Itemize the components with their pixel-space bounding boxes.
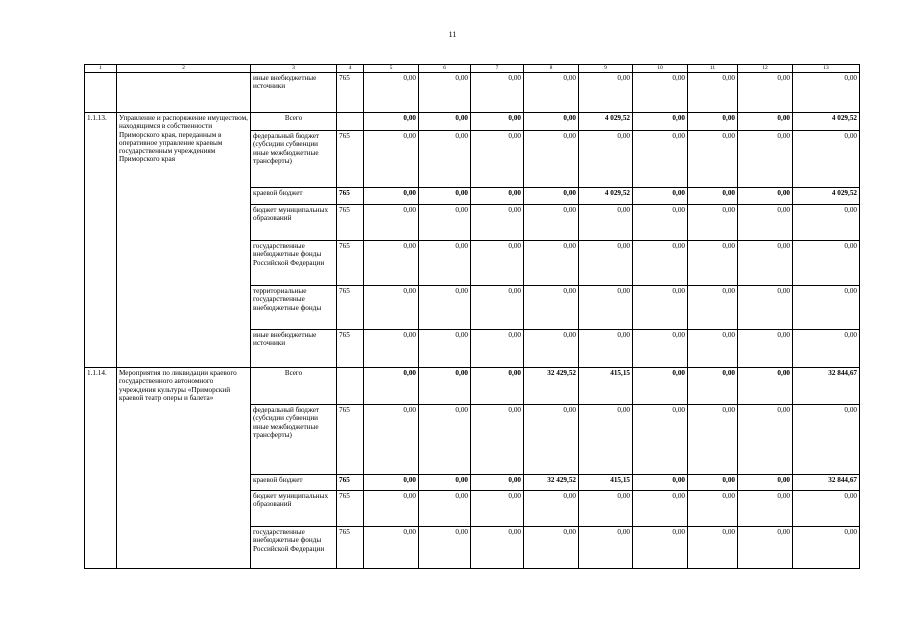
amount-cell: 0,00 <box>633 405 688 475</box>
item-name-cell: Управление и распоряжение имуществом, находящимся в собственности Приморского края, переданным в оперативное управление краевым государственным учреждениям Приморского края <box>117 113 251 368</box>
table-row <box>85 368 860 405</box>
ministry-code-cell <box>337 113 364 131</box>
amount-cell: 0,00 <box>524 113 579 131</box>
amount-cell: 0,00 <box>419 205 471 241</box>
amount-cell: 0,00 <box>579 73 633 113</box>
amount-cell: 0,00 <box>419 475 471 491</box>
amount-cell: 0,00 <box>471 368 524 405</box>
column-number-cell: 1 <box>85 65 117 73</box>
amount-cell: 0,00 <box>364 131 419 188</box>
ministry-code-cell: 765 <box>337 475 364 491</box>
amount-cell: 32 844,67 <box>793 475 860 491</box>
amount-cell: 0,00 <box>688 73 738 113</box>
amount-cell: 0,00 <box>793 73 860 113</box>
amount-cell: 0,00 <box>364 527 419 569</box>
amount-cell: 0,00 <box>419 527 471 569</box>
amount-cell: 0,00 <box>419 405 471 475</box>
amount-cell: 0,00 <box>471 241 524 286</box>
amount-cell: 0,00 <box>633 73 688 113</box>
amount-cell: 0,00 <box>793 241 860 286</box>
amount-cell: 0,00 <box>688 241 738 286</box>
ministry-code-cell: 765 <box>337 188 364 205</box>
amount-cell: 0,00 <box>793 405 860 475</box>
amount-cell: 0,00 <box>579 491 633 527</box>
funding-source-cell: территориальные государственные внебюджетные фонды <box>251 286 337 330</box>
amount-cell: 0,00 <box>738 368 793 405</box>
funding-source-cell: Всего <box>251 368 337 405</box>
amount-cell: 32 844,67 <box>793 368 860 405</box>
ministry-code-cell: 765 <box>337 241 364 286</box>
amount-cell: 0,00 <box>471 113 524 131</box>
amount-cell: 0,00 <box>419 241 471 286</box>
page-number: 11 <box>448 30 457 39</box>
amount-cell: 0,00 <box>633 113 688 131</box>
column-number-cell: 12 <box>738 65 793 73</box>
amount-cell: 0,00 <box>419 491 471 527</box>
amount-cell: 0,00 <box>579 131 633 188</box>
funding-source-cell: государственные внебюджетные фонды Российской Федерации <box>251 241 337 286</box>
amount-cell: 4 029,52 <box>579 113 633 131</box>
amount-cell: 0,00 <box>738 491 793 527</box>
funding-source-cell: бюджет муниципальных образований <box>251 491 337 527</box>
column-number-cell: 9 <box>579 65 633 73</box>
amount-cell: 0,00 <box>524 405 579 475</box>
amount-cell: 0,00 <box>419 188 471 205</box>
column-number-cell: 3 <box>251 65 337 73</box>
amount-cell: 0,00 <box>633 286 688 330</box>
amount-cell: 0,00 <box>688 286 738 330</box>
amount-cell: 32 429,52 <box>524 368 579 405</box>
ministry-code-cell: 765 <box>337 286 364 330</box>
amount-cell: 4 029,52 <box>793 113 860 131</box>
amount-cell: 0,00 <box>793 491 860 527</box>
amount-cell: 0,00 <box>688 113 738 131</box>
item-name-cell <box>117 73 251 113</box>
item-code-cell <box>85 73 117 113</box>
amount-cell: 0,00 <box>364 188 419 205</box>
amount-cell: 0,00 <box>793 286 860 330</box>
amount-cell: 0,00 <box>419 113 471 131</box>
amount-cell: 0,00 <box>524 131 579 188</box>
amount-cell: 0,00 <box>688 188 738 205</box>
amount-cell: 0,00 <box>738 113 793 131</box>
amount-cell: 0,00 <box>419 286 471 330</box>
amount-cell: 0,00 <box>524 527 579 569</box>
amount-cell: 0,00 <box>524 241 579 286</box>
amount-cell: 0,00 <box>579 241 633 286</box>
header-number-row <box>85 65 860 73</box>
column-number-cell: 13 <box>793 65 860 73</box>
amount-cell: 0,00 <box>688 405 738 475</box>
amount-cell: 0,00 <box>579 205 633 241</box>
budget-table <box>84 64 860 569</box>
funding-source-cell: краевой бюджет <box>251 188 337 205</box>
amount-cell: 0,00 <box>471 405 524 475</box>
column-number-cell: 6 <box>419 65 471 73</box>
amount-cell: 0,00 <box>364 73 419 113</box>
table-row <box>85 73 860 113</box>
amount-cell: 0,00 <box>793 205 860 241</box>
funding-source-cell: иные внебюджетные источники <box>251 330 337 368</box>
table-row <box>85 113 860 131</box>
amount-cell: 0,00 <box>364 205 419 241</box>
item-code-cell: 1.1.13. <box>85 113 117 368</box>
ministry-code-cell: 765 <box>337 73 364 113</box>
ministry-code-cell: 765 <box>337 405 364 475</box>
amount-cell: 4 029,52 <box>579 188 633 205</box>
ministry-code-cell: 765 <box>337 131 364 188</box>
ministry-code-cell: 765 <box>337 491 364 527</box>
amount-cell: 0,00 <box>738 73 793 113</box>
amount-cell: 0,00 <box>793 131 860 188</box>
column-number-cell: 8 <box>524 65 579 73</box>
funding-source-cell: краевой бюджет <box>251 475 337 491</box>
amount-cell: 0,00 <box>471 527 524 569</box>
amount-cell: 415,15 <box>579 475 633 491</box>
amount-cell: 0,00 <box>579 527 633 569</box>
column-number-cell: 11 <box>688 65 738 73</box>
amount-cell: 0,00 <box>471 491 524 527</box>
amount-cell: 0,00 <box>738 188 793 205</box>
amount-cell: 0,00 <box>738 475 793 491</box>
funding-source-cell: федеральный бюджет (субсидии субвенции иные межбюджетные трансферты) <box>251 131 337 188</box>
amount-cell: 0,00 <box>471 330 524 368</box>
amount-cell: 0,00 <box>688 330 738 368</box>
amount-cell: 0,00 <box>688 368 738 405</box>
amount-cell: 0,00 <box>524 205 579 241</box>
column-number-cell: 4 <box>337 65 364 73</box>
amount-cell: 0,00 <box>471 188 524 205</box>
amount-cell: 0,00 <box>524 330 579 368</box>
item-name-cell: Мероприятия по ликвидации краевого государственного автономного учреждения культуры «Приморский краевой театр оперы и балета» <box>117 368 251 569</box>
amount-cell: 0,00 <box>688 131 738 188</box>
column-number-cell: 10 <box>633 65 688 73</box>
amount-cell: 0,00 <box>633 475 688 491</box>
amount-cell: 0,00 <box>633 131 688 188</box>
amount-cell: 0,00 <box>793 527 860 569</box>
amount-cell: 0,00 <box>471 286 524 330</box>
amount-cell: 0,00 <box>524 491 579 527</box>
amount-cell: 0,00 <box>793 330 860 368</box>
amount-cell: 0,00 <box>738 527 793 569</box>
amount-cell: 0,00 <box>579 286 633 330</box>
amount-cell: 0,00 <box>633 205 688 241</box>
amount-cell: 0,00 <box>738 131 793 188</box>
funding-source-cell: бюджет муниципальных образований <box>251 205 337 241</box>
amount-cell: 0,00 <box>633 491 688 527</box>
amount-cell: 415,15 <box>579 368 633 405</box>
amount-cell: 0,00 <box>364 475 419 491</box>
amount-cell: 0,00 <box>419 131 471 188</box>
amount-cell: 0,00 <box>738 286 793 330</box>
amount-cell: 0,00 <box>471 475 524 491</box>
amount-cell: 0,00 <box>524 188 579 205</box>
amount-cell: 0,00 <box>364 405 419 475</box>
column-number-cell: 7 <box>471 65 524 73</box>
amount-cell: 0,00 <box>738 405 793 475</box>
amount-cell: 0,00 <box>688 205 738 241</box>
amount-cell: 0,00 <box>524 286 579 330</box>
column-number-cell: 5 <box>364 65 419 73</box>
amount-cell: 0,00 <box>633 330 688 368</box>
amount-cell: 0,00 <box>364 330 419 368</box>
amount-cell: 0,00 <box>688 491 738 527</box>
amount-cell: 0,00 <box>738 330 793 368</box>
amount-cell: 0,00 <box>633 241 688 286</box>
item-code-cell: 1.1.14. <box>85 368 117 569</box>
amount-cell: 4 029,52 <box>793 188 860 205</box>
amount-cell: 0,00 <box>419 73 471 113</box>
amount-cell: 0,00 <box>688 527 738 569</box>
amount-cell: 32 429,52 <box>524 475 579 491</box>
amount-cell: 0,00 <box>364 491 419 527</box>
funding-source-cell: федеральный бюджет (субсидии субвенции иные межбюджетные трансферты) <box>251 405 337 475</box>
amount-cell: 0,00 <box>688 475 738 491</box>
amount-cell: 0,00 <box>579 405 633 475</box>
amount-cell: 0,00 <box>364 241 419 286</box>
amount-cell: 0,00 <box>471 73 524 113</box>
funding-source-cell: Всего <box>251 113 337 131</box>
amount-cell: 0,00 <box>364 113 419 131</box>
table-body <box>85 65 860 569</box>
amount-cell: 0,00 <box>364 286 419 330</box>
ministry-code-cell: 765 <box>337 205 364 241</box>
amount-cell: 0,00 <box>633 527 688 569</box>
amount-cell: 0,00 <box>738 241 793 286</box>
amount-cell: 0,00 <box>471 205 524 241</box>
amount-cell: 0,00 <box>633 368 688 405</box>
funding-source-cell: иные внебюджетные источники <box>251 73 337 113</box>
ministry-code-cell <box>337 368 364 405</box>
column-number-cell: 2 <box>117 65 251 73</box>
amount-cell: 0,00 <box>364 368 419 405</box>
amount-cell: 0,00 <box>419 368 471 405</box>
amount-cell: 0,00 <box>471 131 524 188</box>
amount-cell: 0,00 <box>738 205 793 241</box>
amount-cell: 0,00 <box>633 188 688 205</box>
funding-source-cell: государственные внебюджетные фонды Российской Федерации <box>251 527 337 569</box>
amount-cell: 0,00 <box>524 73 579 113</box>
amount-cell: 0,00 <box>419 330 471 368</box>
ministry-code-cell: 765 <box>337 527 364 569</box>
ministry-code-cell: 765 <box>337 330 364 368</box>
amount-cell: 0,00 <box>579 330 633 368</box>
